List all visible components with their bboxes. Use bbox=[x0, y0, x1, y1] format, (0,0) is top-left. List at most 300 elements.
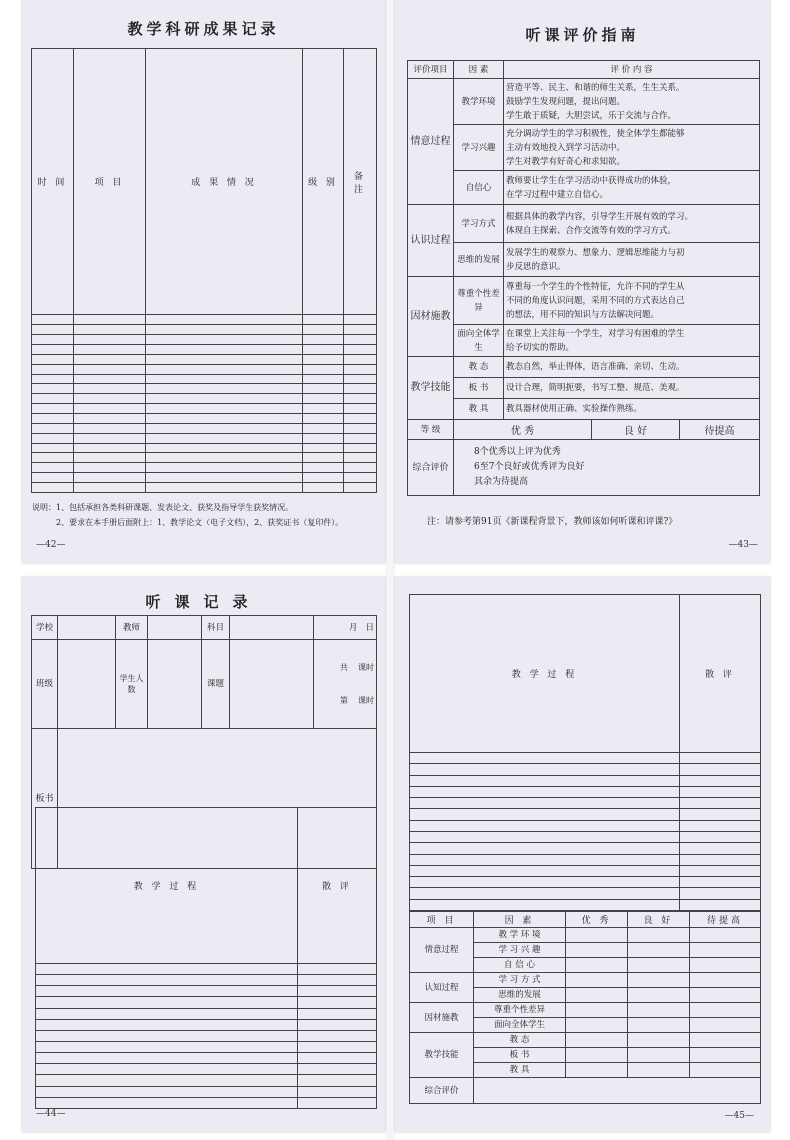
blank-cell bbox=[298, 964, 377, 975]
blank-cell bbox=[298, 1053, 377, 1064]
blank-cell bbox=[32, 335, 74, 345]
content-line: 学生敢于质疑，大胆尝试，乐于交流与合作。 bbox=[506, 110, 677, 121]
header-content: 评 价 内 容 bbox=[504, 61, 760, 79]
blank-cell bbox=[32, 473, 74, 483]
blank-cell bbox=[344, 335, 377, 345]
rating-header: 优 秀 bbox=[566, 912, 628, 928]
blank-cell bbox=[146, 325, 303, 335]
blank-cell bbox=[344, 473, 377, 483]
blank-cell bbox=[36, 1053, 298, 1064]
table-row bbox=[32, 335, 377, 345]
blank-cell bbox=[298, 997, 377, 1008]
page-title: 听课评价指南 bbox=[525, 26, 640, 44]
blank-cell bbox=[74, 344, 146, 354]
process-row bbox=[410, 843, 761, 854]
overall-row bbox=[410, 1078, 761, 1104]
class-value bbox=[58, 640, 116, 729]
process-row bbox=[410, 899, 761, 910]
blank-cell bbox=[36, 1008, 298, 1019]
blank-cell bbox=[146, 315, 303, 325]
content-cell bbox=[504, 325, 760, 357]
blank-cell bbox=[410, 798, 680, 809]
blank-cell bbox=[410, 764, 680, 775]
blank-cell bbox=[74, 413, 146, 423]
factor-cell: 尊重个性差异 bbox=[454, 277, 504, 325]
periods-total: 共 课时 bbox=[339, 663, 374, 672]
blank-cell bbox=[298, 1097, 377, 1108]
blank-cell bbox=[32, 413, 74, 423]
content-cell: 教具器材使用正确、实验操作熟练。 bbox=[504, 399, 760, 420]
blank-cell bbox=[303, 433, 344, 443]
guide-row bbox=[408, 205, 760, 243]
blank-cell bbox=[303, 453, 344, 463]
category-cell: 因材施教 bbox=[408, 277, 454, 357]
process-table bbox=[409, 594, 761, 911]
blank-cell bbox=[410, 854, 680, 865]
process-header-row bbox=[410, 595, 761, 753]
blank-cell bbox=[303, 315, 344, 325]
table-row bbox=[32, 384, 377, 394]
evaluation-guide-table bbox=[407, 60, 760, 496]
blank-cell bbox=[344, 325, 377, 335]
table-row bbox=[32, 325, 377, 335]
content-line: 发展学生的观察力、想象力、逻辑思维能力与初 bbox=[506, 247, 685, 258]
student-count-value bbox=[148, 640, 202, 729]
rating-cell-excellent bbox=[566, 1048, 628, 1063]
process-row bbox=[410, 764, 761, 775]
rating-factor: 板 书 bbox=[474, 1048, 566, 1063]
category-cell: 认识过程 bbox=[408, 205, 454, 277]
blank-cell bbox=[680, 843, 761, 854]
rule-line: 其余为待提高 bbox=[474, 477, 529, 487]
process-row bbox=[36, 964, 377, 975]
blank-cell bbox=[680, 877, 761, 888]
process-row bbox=[410, 888, 761, 899]
rating-cell-good bbox=[628, 988, 690, 1003]
page-number: —42— bbox=[36, 540, 66, 550]
content-cell bbox=[504, 171, 760, 205]
rating-cell-good bbox=[628, 1063, 690, 1078]
grade-label: 等 级 bbox=[408, 420, 454, 440]
table-row bbox=[32, 423, 377, 433]
blank-cell bbox=[74, 384, 146, 394]
content-cell bbox=[504, 205, 760, 243]
rating-cell-good bbox=[628, 973, 690, 988]
blank-cell bbox=[146, 394, 303, 404]
blank-cell bbox=[410, 820, 680, 831]
factor-cell: 思维的发展 bbox=[454, 243, 504, 277]
blank-cell bbox=[74, 325, 146, 335]
process-row bbox=[410, 798, 761, 809]
content-line: 体现自主探索、合作交流等有效的学习方式。 bbox=[506, 225, 677, 236]
blank-cell bbox=[146, 483, 303, 493]
blank-cell bbox=[32, 354, 74, 364]
blank-cell bbox=[303, 413, 344, 423]
rating-cell-improve bbox=[690, 988, 761, 1003]
content-cell: 教态自然，举止得体，语言准确、亲切、生动。 bbox=[504, 357, 760, 378]
class-label: 班级 bbox=[32, 640, 58, 729]
blank-cell bbox=[74, 315, 146, 325]
blank-cell bbox=[410, 888, 680, 899]
process-row bbox=[410, 865, 761, 876]
table-row bbox=[32, 413, 377, 423]
content-cell: 设计合理，简明扼要，书写工整、规范、美观。 bbox=[504, 378, 760, 399]
rating-factor: 思维的发展 bbox=[474, 988, 566, 1003]
blank-cell bbox=[298, 1030, 377, 1041]
blank-cell bbox=[74, 423, 146, 433]
blank-cell bbox=[32, 404, 74, 414]
rule-line: 8个优秀以上评为优秀 bbox=[474, 447, 561, 457]
rating-row bbox=[410, 1003, 761, 1018]
date-field: 月 日 bbox=[314, 616, 377, 640]
blank-cell bbox=[410, 865, 680, 876]
page-title: 教学科研成果记录 bbox=[127, 20, 280, 38]
content-line: 主动有效地投入到学习活动中。 bbox=[506, 142, 626, 153]
rating-table bbox=[409, 911, 761, 1104]
process-row bbox=[410, 831, 761, 842]
blank-cell bbox=[303, 423, 344, 433]
blank-cell bbox=[32, 384, 74, 394]
blank-cell bbox=[298, 1042, 377, 1053]
blank-cell bbox=[32, 364, 74, 374]
rating-category: 因材施教 bbox=[410, 1003, 474, 1033]
school-value bbox=[58, 616, 116, 640]
rating-row bbox=[410, 1033, 761, 1048]
rating-cell-improve bbox=[690, 928, 761, 943]
subject-label: 科目 bbox=[202, 616, 230, 640]
rating-cell-improve bbox=[690, 973, 761, 988]
blank-cell bbox=[74, 453, 146, 463]
rating-factor: 面向全体学生 bbox=[474, 1018, 566, 1033]
process-row bbox=[410, 786, 761, 797]
blank-cell bbox=[410, 877, 680, 888]
blank-cell bbox=[303, 335, 344, 345]
rating-cell-improve bbox=[690, 1063, 761, 1078]
table-row bbox=[32, 394, 377, 404]
blank-cell bbox=[74, 404, 146, 414]
rating-category: 情意过程 bbox=[410, 928, 474, 973]
content-line: 鼓励学生发现问题，提出问题。 bbox=[506, 96, 626, 107]
blank-cell bbox=[680, 798, 761, 809]
factor-cell: 教学环境 bbox=[454, 79, 504, 125]
factor-cell: 板 书 bbox=[454, 378, 504, 399]
content-line: 教师要让学生在学习活动中获得成功的体验， bbox=[506, 175, 677, 186]
content-line: 营造平等、民主、和谐的师生关系，生生关系。 bbox=[506, 82, 685, 93]
school-label: 学校 bbox=[32, 616, 58, 640]
blank-cell bbox=[36, 1086, 298, 1097]
book-gutter bbox=[385, 0, 395, 1140]
blank-cell bbox=[146, 354, 303, 364]
process-row bbox=[36, 1086, 377, 1097]
achievement-table bbox=[31, 48, 377, 493]
table-row bbox=[32, 443, 377, 453]
guide-row bbox=[408, 357, 760, 378]
content-line: 不同的角度认识问题，采用不同的方式表达自己 bbox=[506, 295, 685, 306]
table-row bbox=[32, 404, 377, 414]
rating-factor: 学 习 兴 趣 bbox=[474, 943, 566, 958]
teacher-label: 教师 bbox=[116, 616, 148, 640]
rating-cell-good bbox=[628, 928, 690, 943]
content-line: 根据具体的教学内容，引导学生开展有效的学习。 bbox=[506, 211, 694, 222]
blank-cell bbox=[298, 986, 377, 997]
blank-cell bbox=[298, 1064, 377, 1075]
blank-cell bbox=[32, 423, 74, 433]
blank-cell bbox=[303, 463, 344, 473]
rating-cell-improve bbox=[690, 1018, 761, 1033]
content-cell bbox=[504, 79, 760, 125]
rating-cell-excellent bbox=[566, 943, 628, 958]
blank-cell bbox=[680, 854, 761, 865]
content-line: 在课堂上关注每一个学生，对学习有困难的学生 bbox=[506, 328, 685, 339]
blank-cell bbox=[680, 865, 761, 876]
blank-cell bbox=[303, 354, 344, 364]
blank-cell bbox=[303, 325, 344, 335]
blank-cell bbox=[303, 473, 344, 483]
blank-cell bbox=[36, 1019, 298, 1030]
notes bbox=[32, 500, 343, 530]
grade-good: 良 好 bbox=[592, 420, 680, 440]
rating-cell-improve bbox=[690, 943, 761, 958]
col-level: 级 别 bbox=[303, 49, 344, 315]
blank-cell bbox=[344, 354, 377, 364]
grade-row bbox=[408, 420, 760, 440]
note-1: 说明：1、包括承担各类科研课题、发表论文、获奖及指导学生获奖情况。 bbox=[32, 503, 294, 512]
process-row bbox=[36, 1019, 377, 1030]
table-row bbox=[32, 483, 377, 493]
rating-factor: 学 习 方 式 bbox=[474, 973, 566, 988]
blank-cell bbox=[36, 986, 298, 997]
blank-cell bbox=[146, 344, 303, 354]
factor-cell: 教 具 bbox=[454, 399, 504, 420]
process-row bbox=[410, 753, 761, 764]
guide-row bbox=[408, 243, 760, 277]
content-line: 充分调动学生的学习积极性，使全体学生都能够 bbox=[506, 128, 685, 139]
header-eval-item: 评价项目 bbox=[408, 61, 454, 79]
comment-label: 散 评 bbox=[298, 808, 377, 964]
comment-label: 散 评 bbox=[680, 595, 761, 753]
page-43 bbox=[395, 0, 770, 563]
rating-cell-excellent bbox=[566, 928, 628, 943]
rating-row bbox=[410, 928, 761, 943]
rating-cell-improve bbox=[690, 958, 761, 973]
process-row bbox=[410, 877, 761, 888]
page-44 bbox=[22, 577, 385, 1132]
content-line: 尊重每一个学生的个性特征，允许不同的学生从 bbox=[506, 281, 685, 292]
blank-cell bbox=[344, 384, 377, 394]
blank-cell bbox=[410, 899, 680, 910]
blank-cell bbox=[36, 1075, 298, 1086]
blank-cell bbox=[32, 483, 74, 493]
blank-cell bbox=[303, 394, 344, 404]
blank-cell bbox=[36, 997, 298, 1008]
rating-cell-excellent bbox=[566, 958, 628, 973]
rating-cell-excellent bbox=[566, 973, 628, 988]
topic-label: 课题 bbox=[202, 640, 230, 729]
blank-cell bbox=[344, 315, 377, 325]
blank-cell bbox=[680, 809, 761, 820]
guide-row bbox=[408, 399, 760, 420]
process-row bbox=[36, 975, 377, 986]
blank-cell bbox=[680, 888, 761, 899]
page-number: —43— bbox=[728, 540, 758, 550]
blank-cell bbox=[74, 433, 146, 443]
table-row bbox=[32, 433, 377, 443]
rule-line: 6至7个良好或优秀评为良好 bbox=[474, 462, 585, 472]
note-2: 2、要求在本手册后面附上：1、教学论文（电子文档），2、获奖证书（复印件）。 bbox=[56, 518, 344, 527]
blank-cell bbox=[146, 463, 303, 473]
blank-cell bbox=[344, 374, 377, 384]
overall-value bbox=[474, 1078, 761, 1104]
rating-cell-excellent bbox=[566, 1033, 628, 1048]
blank-cell bbox=[74, 335, 146, 345]
rating-cell-excellent bbox=[566, 1003, 628, 1018]
process-row bbox=[36, 997, 377, 1008]
blank-cell bbox=[298, 1086, 377, 1097]
blank-cell bbox=[680, 831, 761, 842]
blank-cell bbox=[344, 423, 377, 433]
content-cell bbox=[504, 243, 760, 277]
content-line: 学生对教学有好奇心和求知欲。 bbox=[506, 156, 626, 167]
process-row bbox=[410, 854, 761, 865]
rating-cell-good bbox=[628, 1048, 690, 1063]
rating-cell-improve bbox=[690, 1048, 761, 1063]
content-cell bbox=[504, 125, 760, 171]
table-row bbox=[32, 364, 377, 374]
overall-label: 综合评价 bbox=[410, 1078, 474, 1104]
blank-cell bbox=[344, 364, 377, 374]
blank-cell bbox=[32, 344, 74, 354]
blank-cell bbox=[146, 335, 303, 345]
table-row bbox=[32, 315, 377, 325]
table-header-row bbox=[32, 49, 377, 315]
blank-cell bbox=[32, 453, 74, 463]
blank-cell bbox=[146, 413, 303, 423]
content-line: 的想法，用不同的知识与方法解决问题。 bbox=[506, 309, 660, 320]
header-factor: 因 素 bbox=[454, 61, 504, 79]
blank-cell bbox=[146, 384, 303, 394]
blank-cell bbox=[410, 831, 680, 842]
blank-cell bbox=[74, 473, 146, 483]
blank-cell bbox=[303, 443, 344, 453]
rating-factor: 尊重个性差异 bbox=[474, 1003, 566, 1018]
blank-cell bbox=[303, 483, 344, 493]
info-row bbox=[32, 640, 377, 729]
blank-cell bbox=[303, 344, 344, 354]
process-row bbox=[36, 1053, 377, 1064]
blank-cell bbox=[36, 975, 298, 986]
guide-row bbox=[408, 125, 760, 171]
blank-cell bbox=[303, 404, 344, 414]
rating-cell-improve bbox=[690, 1003, 761, 1018]
process-row bbox=[36, 1008, 377, 1019]
factor-cell: 自信心 bbox=[454, 171, 504, 205]
page-number: —44— bbox=[36, 1109, 66, 1119]
blank-cell bbox=[36, 1097, 298, 1108]
periods-nth: 第 课时 bbox=[339, 696, 374, 705]
process-row bbox=[36, 1097, 377, 1108]
blank-cell bbox=[74, 364, 146, 374]
blank-cell bbox=[344, 483, 377, 493]
guide-row bbox=[408, 79, 760, 125]
table-row bbox=[32, 374, 377, 384]
student-count-label: 学生人数 bbox=[116, 640, 148, 729]
blank-cell bbox=[32, 374, 74, 384]
blank-cell bbox=[32, 443, 74, 453]
blank-cell bbox=[680, 775, 761, 786]
blank-cell bbox=[680, 899, 761, 910]
process-row bbox=[410, 820, 761, 831]
blank-cell bbox=[32, 394, 74, 404]
content-line: 步反思的意识。 bbox=[506, 261, 566, 272]
blank-cell bbox=[344, 463, 377, 473]
rating-cell-excellent bbox=[566, 1018, 628, 1033]
page-42 bbox=[22, 0, 385, 563]
table-row bbox=[32, 473, 377, 483]
page-title: 听课记录 bbox=[145, 593, 262, 611]
col-remark: 备 注 bbox=[344, 49, 377, 315]
process-table bbox=[35, 807, 377, 1109]
blank-cell bbox=[410, 775, 680, 786]
table-row bbox=[32, 453, 377, 463]
topic-value bbox=[230, 640, 314, 729]
rating-cell-excellent bbox=[566, 988, 628, 1003]
rating-header: 项 目 bbox=[410, 912, 474, 928]
blank-cell bbox=[146, 443, 303, 453]
rating-cell-good bbox=[628, 1003, 690, 1018]
blank-cell bbox=[74, 374, 146, 384]
rating-header-row bbox=[410, 912, 761, 928]
blank-cell bbox=[344, 413, 377, 423]
grade-improve: 待提高 bbox=[680, 420, 760, 440]
blank-cell bbox=[303, 374, 344, 384]
blank-cell bbox=[32, 315, 74, 325]
blank-cell bbox=[74, 443, 146, 453]
category-cell: 教学技能 bbox=[408, 357, 454, 420]
blank-cell bbox=[680, 764, 761, 775]
process-row bbox=[36, 986, 377, 997]
board-label: 板书 bbox=[32, 729, 58, 869]
blank-cell bbox=[146, 364, 303, 374]
col-result: 成 果 情 况 bbox=[146, 49, 303, 315]
rating-category: 认知过程 bbox=[410, 973, 474, 1003]
footnote: 注：请参考第91页《新课程背景下，教师该如何听课和评课?》 bbox=[427, 517, 678, 527]
rating-cell-good bbox=[628, 943, 690, 958]
blank-cell bbox=[74, 394, 146, 404]
rating-factor: 自 信 心 bbox=[474, 958, 566, 973]
blank-cell bbox=[344, 344, 377, 354]
table-row bbox=[32, 354, 377, 364]
process-row bbox=[410, 775, 761, 786]
page-45 bbox=[395, 577, 770, 1132]
factor-cell: 学习兴趣 bbox=[454, 125, 504, 171]
blank-cell bbox=[298, 1019, 377, 1030]
rating-cell-good bbox=[628, 958, 690, 973]
blank-cell bbox=[146, 433, 303, 443]
process-row bbox=[36, 1075, 377, 1086]
blank-cell bbox=[36, 964, 298, 975]
rating-factor: 教 学 环 境 bbox=[474, 928, 566, 943]
rating-cell-good bbox=[628, 1018, 690, 1033]
blank-cell bbox=[146, 374, 303, 384]
blank-cell bbox=[344, 453, 377, 463]
factor-cell: 面向全体学生 bbox=[454, 325, 504, 357]
blank-cell bbox=[74, 463, 146, 473]
category-cell: 情意过程 bbox=[408, 79, 454, 205]
table-row bbox=[32, 344, 377, 354]
blank-cell bbox=[298, 975, 377, 986]
blank-cell bbox=[680, 820, 761, 831]
blank-cell bbox=[298, 1075, 377, 1086]
